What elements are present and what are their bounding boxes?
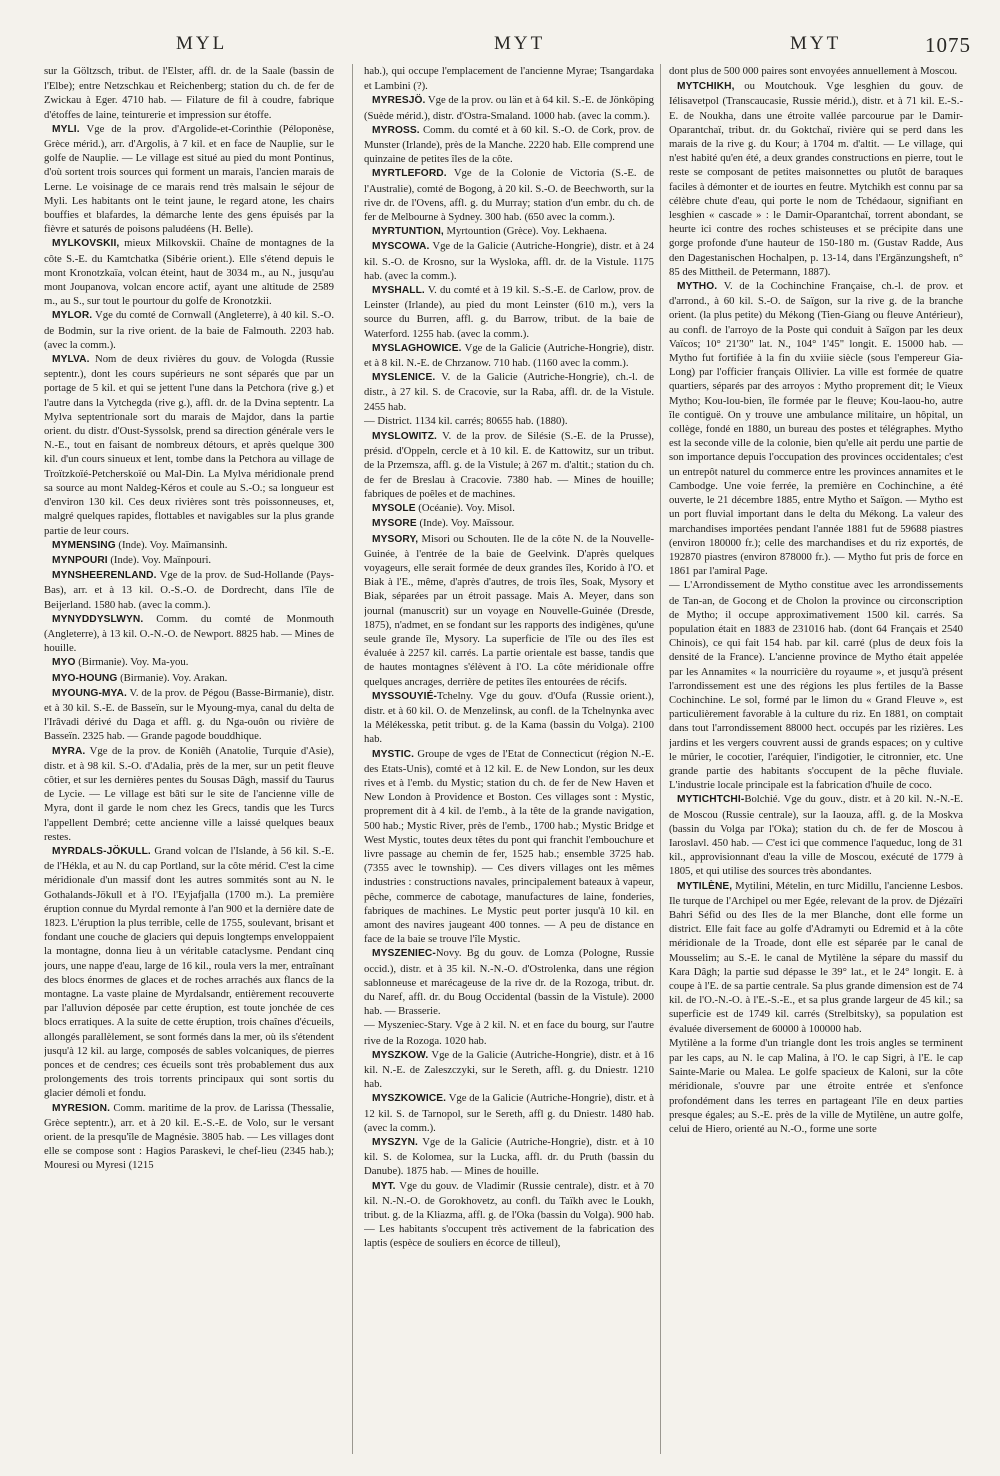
dictionary-entry bbox=[669, 79, 963, 279]
dictionary-entry bbox=[44, 308, 334, 352]
dictionary-entry bbox=[364, 414, 654, 429]
dictionary-entry bbox=[44, 538, 334, 553]
dictionary-entry bbox=[364, 283, 654, 341]
entry-headword: MYOUNG-MYA. bbox=[52, 687, 127, 699]
entry-headword: MYT. bbox=[372, 1180, 396, 1192]
entry-headword: MYRESJÖ. bbox=[372, 95, 426, 107]
entry-text: V. de la prov. de Pégou (Basse-Birmanie), distr. et à 30 kil. S.-E. de Basseïn, sur le Myoung-mya, canal du delta de l'Irâvadi dérivé du Daga et affl. g. du Nga-ouôn ou rivière de Basseïn. 2325 hab. — Grande pagode bouddhique. bbox=[44, 686, 334, 743]
dictionary-entry bbox=[364, 1091, 654, 1135]
dictionary-entry bbox=[364, 239, 654, 283]
entry-text: Vge du comté de Cornwall (Angleterre), à 40 kil. S.-O. de Bodmin, sur la rive orient. de la baie de Falmouth. 2203 hab. (avec la comm.). bbox=[44, 309, 334, 351]
entry-text: (Birmanie). Voy. Ma-you. bbox=[75, 656, 189, 669]
entry-text: V. de la Galicie (Autriche-Hongrie), ch.-l. de distr., à 27 kil. S. de Cracovie, sur la Raba, affl. dr. de la Vistule. 2455 hab. bbox=[364, 371, 654, 413]
entry-headword: MYRESION. bbox=[52, 1102, 111, 1114]
entry-headword: MYLI. bbox=[52, 123, 80, 135]
entry-headword: MYTHO. bbox=[677, 281, 718, 293]
entry-text: sur la Göltzsch, tribut. de l'Elster, affl. dr. de la Saale (bassin de l'Elbe); entre Netzschkau et Reichenberg; station du ch. de fer de Zwickau à Eger. 4710 hab. — Filature de fil à coudre, fabrique d'étoffes de laine, teinturerie et impression sur étoffe. bbox=[44, 65, 334, 121]
entry-text: Comm. du comté et à 60 kil. S.-O. de Cork, prov. de Munster (Irlande), près de la Manche. 2220 hab. Elle comprend une quinzaine de petites îles de la côte. bbox=[364, 123, 654, 166]
header-right-guide-word: MYT bbox=[790, 33, 842, 54]
entry-headword: MYSORY, bbox=[372, 533, 419, 545]
entry-text: V. de la prov. de Silésie (S.-E. de la Prusse), présid. d'Oppeln, cercle et à 10 kil. E. de Kattowitz, sur un tribut. de la Przemsza, affl. g. de la Vistule; à 267 m. d'altit.; station du ch. de fer de Breslau à Cracovie. 7380 hab. — Mines de houille; fabriques de poêles et de machines. bbox=[364, 430, 654, 500]
entry-text: V. de la Cochinchine Française, ch.-l. de prov. et d'arrond., à 60 kil. S.-O. de Saïgon, sur la rive g. de la branche orient. (la plus petite) du Mékong (Tien-Giang ou fleuve Antérieur), au confl. de l'arroyo de la Poste qui conduit à Saïgon par les deux Vaïcos; 10° 21'30" lat. N., 104° 1'45" longit. E. 15000 hab. — Mytho fut fortifiée à la fin du xviiie siècle (sous l'empereur Gia-Long) par l'officier français Ollivier. La ville est formée de quatre quartiers, séparés par des arroyos : Mytho proprement dit; le Vieux Mytho; Kou-lou-bien, île formée par le fleuve; Kou-laou-ho, autre île contiguë. On y trouve une ambulance militaire, un hôpital, un collège, fondé en 1880, un bureau des postes et télégraphes. Mytho est la seconde ville de la colonie, bien qu'elle ait perdu une partie de son importance depuis l'occupation des provinces occidentales; c'est un entrepôt naturel du commerce entre les provinces annamites et le Cambodge. Une voie ferrée, la première en Cochinchine, a été ouverte, le 21 décembre 1885, entre Mytho et Saïgon. — Mytho est un port fluvial important dans le delta du Mékong. La valeur des marchandises importées pendant l'année 1881 fut de 59688 piastres (environ 180000 fr.); celle des marchandises et du riz exportés, de 192870 piastres (environ 878000 fr.). — Mytho fut pris de force en 1861 par l'amiral Page. bbox=[669, 280, 963, 578]
entry-headword: MYNYDDYSLWYN. bbox=[52, 613, 144, 625]
dictionary-entry bbox=[364, 429, 654, 501]
entry-headword: MYSZENIEC- bbox=[372, 948, 436, 960]
dictionary-entry bbox=[364, 689, 654, 747]
entry-text: Vge de la Galicie (Autriche-Hongrie), distr. et à 12 kil. S. de Tarnopol, sur le Sereth, affl g. du Dniestr. 1480 hab. (avec la comm.). bbox=[364, 1092, 654, 1134]
entry-headword: MYSLENICE. bbox=[372, 372, 436, 384]
entry-text: Vge du gouv. de Vladimir (Russie centrale), distr. et à 70 kil. N.-N.-O. de Gorokhovetz, au confl. du Taïkh avec le Loukh, tribut. g. de la Kliazma, affl. g. de l'Oka (bassin du Volga). 900 hab. — Les habitants s'occupent très activement de la fabrication des laptis (espèce de souliers en écorce de tilleul), bbox=[364, 1179, 654, 1250]
entry-text: Mytilini, Mételin, en turc Midillu, l'ancienne Lesbos. Ile turque de l'Archipel ou mer Egée, relevant de la prov. de Djézaïri Bahri Séfid ou des Iles de la mer Blanche, dont elle forme un district. Elle fait face au golfe d'Adramyti ou Edremid et à la côte méridionale de la Troade, dont elle est séparée par le canal de Mousselim; au S.-E. le canal de Mytilène la sépare du massif du Kara Dâgh; la partie sud dépasse le 39° lat., et le 24° longit. E. à coupe à l'E. de sa partie centrale. Sa plus grande dimension est de 74 kil. de l'O.-N.-O. à l'E.-S.-E., et sa plus grande largeur de 45 kil.; sa superficie est de 1749 kil. carrés (Strelbitsky), sa population est évaluée diversement de 60000 à 100000 hab. bbox=[669, 879, 963, 1035]
entry-headword: MYTICHTCHI- bbox=[677, 794, 745, 806]
entry-headword: MYSOLE bbox=[372, 503, 416, 515]
entry-headword: MYMENSING bbox=[52, 539, 116, 551]
text-column-3 bbox=[669, 64, 963, 1454]
dictionary-entry bbox=[364, 93, 654, 122]
page-number: 1075 bbox=[925, 33, 971, 57]
entry-headword: MYRDALS-JÖKULL. bbox=[52, 845, 151, 857]
text-column-1 bbox=[44, 64, 334, 1454]
entry-headword: MYSTIC. bbox=[372, 748, 415, 760]
dictionary-entry bbox=[44, 844, 334, 1101]
entry-headword: MYO bbox=[52, 657, 76, 669]
entry-headword: MYLVA. bbox=[52, 354, 90, 366]
entry-text: (Birmanie). Voy. Arakan. bbox=[117, 671, 228, 684]
entry-text: Vge de la prov. d'Argolide-et-Corinthie (Péloponèse, Grèce mérid.), arr. d'Argolis, à 7 kil. et en face de Nauplie, sur le golfe de Nauplie. — Le village est situé au pied du mont Pontinus, d'où sortent trois sources qui forment un marais, l'ancien marais de Lerne. Le voisinage de ce marais rend très malsain le séjour de Myli. Les habitants ont le teint jaune, le regard atone, les chairs bouffies et blafardes, la démarche lente des gens épuisés par la fièvre et saturés de poisons paludéens (H. Belle). bbox=[44, 122, 334, 236]
dictionary-entry bbox=[364, 1018, 654, 1047]
entry-headword: MYSSOUYIÉ- bbox=[372, 690, 437, 702]
entry-headword: MYNPOURI bbox=[52, 554, 108, 566]
entry-headword: MYTCHIKH, bbox=[677, 81, 735, 93]
entry-text: — L'Arrondissement de Mytho constitue avec les arrondissements de Tan-an, de Gocong et de Cholon la province ou circonscription de Mytho; il occupe approximativement 1500 kil. carrés. Sa population était en 1883 de 231016 hab. (dont 64 Français et 2540 Chinois), ce qui fait 154 hab. par kil. carré (plus de deux fois la densité de la France). L'ancienne province de Mytho était appelée par les Annamites « la nourricière du royaume », et jusqu'à présent l'arrondissement est une des régions les plus fertiles de la Basse Cochinchine. Le sol, formé par le limon du « Grand Fleuve », est particulièrement favorable à la culture du riz. En 1881, on comptait dans tout l'arrondissement 88000 hect. occupés par les rizières. Les jardins et les vergers couvrent aussi de grands espaces; on y cultive le mûrier, le cocotier, l'aréquier, l'indigotier, le citronnier, etc. Une grande partie des habitants s'occupent de la pêche fluviale. L'industrie locale principale est la fabrication d'huile de coco. bbox=[669, 579, 963, 792]
entry-text: — District. 1134 kil. carrés; 80655 hab. (1880). bbox=[364, 414, 568, 427]
header-left-guide-word: MYL bbox=[176, 33, 228, 54]
entry-text: Vge de la Colonie de Victoria (S.-E. de l'Australie), comté de Bogong, à 20 kil. S.-O. de Beechworth, sur la rive dr. de l'Ovens, affl. g. du Murray; station d'un embr. du ch. de fer de Melbourne à Sydney. 300 hab. (650 avec la comm.). bbox=[364, 167, 654, 224]
entry-text: Bolchié. Vge du gouv., distr. et à 20 kil. N.-N.-E. de Moscou (Russie centrale), sur la Iaouza, affl. g. de la Moskva (bassin du Volga par l'Oka); station du ch. de fer de Moscou à Iaroslavl. 450 hab. — C'est ici que commence l'aqueduc, long de 31 kil., approvisionnant d'eau la ville de Moscou, exécuté de 1779 à 1805, et qui utilise des sources très abondantes. bbox=[669, 793, 963, 878]
entry-headword: MYLKOVSKII, bbox=[52, 238, 120, 250]
entry-text: Vge de la prov. de Koniêh (Anatolie, Turquie d'Asie), distr. et à 98 kil. S.-O. d'Adalia, près de la mer, sur un petit fleuve côtier, et sur les dernières pentes du Sousas Dâgh, massif du Taurus de Lycie. — Le village est bâti sur le site de l'ancienne ville de Myra, dont il garde le nom chez les Grecs, tandis que les Turcs l'appellent Dembré; cette ancienne ville a laissé quelques beaux restes. bbox=[44, 744, 334, 843]
dictionary-entry bbox=[364, 64, 654, 93]
column-divider bbox=[660, 64, 661, 1454]
dictionary-entry bbox=[44, 686, 334, 744]
entry-text: Vge de la Galicie (Autriche-Hongrie), distr. et à 16 kil. N.-E. de Zaleszczyki, sur le Sereth, affl. g. du Dniestr. 1210 hab. bbox=[364, 1048, 654, 1091]
dictionary-entry bbox=[44, 1101, 334, 1173]
dictionary-entry bbox=[44, 64, 334, 122]
dictionary-entry bbox=[364, 747, 654, 947]
entry-text: Groupe de vges de l'Etat de Connecticut (région N.-E. des Etats-Unis), comté et à 12 kil. E. de New London, sur les deux rives et à l'emb. du Mystic; station du ch. de fer de New Haven et New London à Providence et Boston. Ces villages sont : Mystic, proprement dit à 4 kil. de l'emb., à la tête de la grande navigation, 500 hab.; Mystic River, près de l'emb., 1700 hab.; Mystic Bridge et West Mystic, toutes deux têtes du pont qui franchit l'embouchure et livre passage au chemin de fer, 1525 hab.; ensemble 3725 hab. (7355 avec le township). — Ces divers villages ont les mêmes industries : constructions navales, principalement bateaux à vapeur, pêche, commerce de cabotage, manufactures de laine, fonderies, fabriques de machines. Le Mystic peut porter jusqu'à 10 kil. en amont des navires jaugeant 400 tonnes. — A peu de distance en face de la baie se trouve l'île Mystic. bbox=[364, 747, 654, 946]
entry-headword: MYSHALL. bbox=[372, 285, 425, 297]
dictionary-entry bbox=[44, 122, 334, 237]
entry-headword: MYSZKOWICE. bbox=[372, 1093, 447, 1105]
entry-text: Comm. maritime de la prov. de Larissa (Thessalie, Grèce septentr.), arr. et à 20 kil. E.-S.-E. de Volo, sur le versant orient. de la presqu'île de Magnésie. 3805 hab. — Les villages dont elle se compose sont : Hagios Paraskevi, le chef-lieu (2345 hab.); Mouresi ou Myresi (1215 bbox=[44, 1101, 334, 1172]
entry-headword: MYSZKOW. bbox=[372, 1049, 429, 1061]
entry-text: Novy. Bg du gouv. de Lomza (Pologne, Russie occid.), distr. et à 35 kil. N.-N.-O. d'Ostrolenka, dans une région sablonneuse et marécageuse de la rive dr. de la Rozoga, tribut. dr. du Naref, affl. dr. du Boug Occidental (bassin de la Vistule). 2000 hab. — Brasserie. bbox=[364, 947, 654, 1018]
entry-text: V. du comté et à 19 kil. S.-S.-E. de Carlow, prov. de Leinster (Irlande), au pied du mont Leinster (610 m.), vers la source du Burren, affl. g. du Barrow, tribut. de la baie de Waterford. 1255 hab. (avec la comm.). bbox=[364, 284, 654, 340]
entry-text: Vge de la prov. de Sud-Hollande (Pays-Bas), arr. et à 13 kil. O.-S.-O. de Dordrecht, dans l'île de Beijerland. 1580 hab. (avec la comm.). bbox=[44, 569, 334, 611]
dictionary-entry bbox=[44, 671, 334, 686]
entry-headword: MYSLOWITZ. bbox=[372, 431, 437, 443]
dictionary-entry bbox=[364, 341, 654, 370]
entry-headword: MYRA. bbox=[52, 745, 86, 757]
dictionary-entry bbox=[364, 1179, 654, 1251]
dictionary-entry bbox=[44, 568, 334, 612]
dictionary-entry bbox=[364, 123, 654, 167]
entry-headword: MYO-HOUNG bbox=[52, 672, 118, 684]
dictionary-entry bbox=[44, 553, 334, 568]
entry-text: Nom de deux rivières du gouv. de Vologda (Russie septentr.), dont les cours supérieurs ne sont séparés que par un portage de 5 kil. et qui se jettent l'une dans la Petchora (rive g.) et l'autre dans la Vytchegda (rive g.), affl. dr. de la Dvina septentr. La Mylva septentrionale sort du marais de Majdor, dans la partie orient. du distr. d'Oust-Syssolsk, prend sa direction générale vers le N.-E., tout en faisant de nombreux détours, et après quelque 300 kil. d'un cours sinueux et lent, tombe dans la Petchora au village de Troïtzkoïé-Petcherskoïé ou Mal-Din. La Mylva méridionale prend sa source au mont Naldeg-Kéros et coule au S.-O.; sa longueur est d'environ 130 kil. Ces deux rivières sont très poissonneuses, et, malgré quelques rapides, flottables et navigables sur la plus grande partie de leur cours. bbox=[44, 353, 334, 537]
entry-text: mieux Milkovskii. Chaîne de montagnes de la côte S.-E. du Kamtchatka (Sibérie orient.). Elle s'étend depuis le mont Kronotzkaïa, volcan éteint, haut de 3034 m., au N., jusqu'au mont Joupanova, volcan encore actif, ayant une altitude de 2589 m., au S., sur tout le pourtour du golfe de Kronotzkii. bbox=[44, 237, 334, 308]
entry-text: Comm. du comté de Monmouth (Angleterre), à 13 kil. O.-N.-O. de Newport. 8825 hab. — Mines de houille. bbox=[44, 612, 334, 655]
entry-text: Misori ou Schouten. Ile de la côte N. de la Nouvelle-Guinée, à l'entrée de la baie de Geelvink. D'après quelques voyageurs, elle serait formée de deux grandes îles, Korido à l'O. et Biak à l'E., même, d'après d'autres, de trois îles, Soak, Mysory et Biak, séparées par un étroit passage. Mais A. Meyer, dans son journal (manuscrit) sur un voyage en Nouvelle-Guinée (Dresde, 1875), n'admet, en se fondant sur les rapports des indigènes, qu'une seule grande île, Mysory. La superficie de l'île ou des îles est évaluée à 2257 kil. carrés. La partie orientale est basse, tandis que de hautes montagnes s'élèvent à l'O. La côte méridionale offre quelques ancrages, derrière de petites îles entourées de récifs. bbox=[364, 532, 654, 688]
dictionary-entry bbox=[669, 1036, 963, 1136]
entry-headword: MYTILÈNE, bbox=[677, 880, 733, 892]
dictionary-entry bbox=[364, 1135, 654, 1179]
dictionary-entry bbox=[364, 501, 654, 516]
entry-text: Myrtountion (Grèce). Voy. Lekhaena. bbox=[443, 225, 607, 238]
dictionary-entry bbox=[669, 578, 963, 792]
entry-text: — Myszeniec-Stary. Vge à 2 kil. N. et en face du bourg, sur l'autre rive de la Rozoga. 1020 hab. bbox=[364, 1019, 654, 1047]
entry-headword: MYNSHEERENLAND. bbox=[52, 570, 157, 582]
dictionary-entry bbox=[364, 532, 654, 689]
dictionary-entry bbox=[669, 792, 963, 878]
entry-headword: MYSLAGHOWICE. bbox=[372, 342, 462, 354]
entry-text: hab.), qui occupe l'emplacement de l'ancienne Myrae; Tsangardaka et Lambini (?). bbox=[364, 65, 654, 93]
dictionary-entry bbox=[364, 1048, 654, 1092]
entry-text: (Océanie). Voy. Misol. bbox=[415, 502, 515, 515]
entry-headword: MYROSS. bbox=[372, 124, 420, 136]
entry-text: (Inde). Voy. Maïssour. bbox=[416, 517, 515, 530]
dictionary-entry bbox=[669, 279, 963, 578]
dictionary-entry bbox=[44, 352, 334, 538]
entry-headword: MYLOR. bbox=[52, 310, 93, 322]
dictionary-entry bbox=[669, 64, 963, 79]
entry-text: dont plus de 500 000 paires sont envoyées annuellement à Moscou. bbox=[669, 65, 958, 77]
dictionary-entry bbox=[669, 879, 963, 1036]
entry-text: ou Moutchouk. Vge lesghien du gouv. de Iélisavetpol (Transcaucasie, Russie mérid.), distr. et à 71 kil. E.-S.-E. de Noukha, dans une étroite vallée parcourue par le Damir-Oparantchaï, tribut. dr. du Goktchaï, rivière qui se perd dans les marais de la rive g. du Kour; à 1704 m. d'altit. — Le village, qui n'est habité qu'en été, a deux grandes constructions en pierre, tout le reste se composant de petites maisonnettes ou plutôt de baraques faciles à démonter et de iourtes en feutre. Mytchikh est connu par sa célèbre chute d'eau, qui porte le nom de Tchédaour, signifiant en lesghien « cascade » : le Damir-Oparantchaï, torrent abondant, se heurte ici contre des roches schisteuses et se précipite dans une gorge profonde d'une hauteur de 150-180 m. (Gustav Radde, Aus den Dagestanischen Hochalpen, p. 13-14, dans l'Ergänzungsheft, n° 85 des Mittheil. de Petermann, 1887). bbox=[669, 80, 963, 278]
column-divider bbox=[352, 64, 353, 1454]
entry-headword: MYSORE bbox=[372, 518, 417, 530]
entry-text: (Inde). Voy. Maïmansinh. bbox=[115, 538, 228, 551]
dictionary-entry bbox=[44, 744, 334, 844]
entry-headword: MYSCOWA. bbox=[372, 241, 430, 253]
dictionary-entry bbox=[364, 946, 654, 1018]
dictionary-entry bbox=[364, 166, 654, 224]
entry-text: Grand volcan de l'Islande, à 56 kil. S.-E. de l'Hékla, et au N. du cap Portland, sur la côte mérid. C'est la cime méridionale d'un massif dont les autres sommités sont au N. le Gothalands-Jökull et à l'O. l'Eyjafjalla (1700 m.). La première éruption connue du Myrdal remonte à l'an 900 et la dernière date de 1823. L'éruption la plus terrible, celle de 1755, soulevant, brisant et fondant une couche de glaciers qui depuis longtemps enveloppaient la montagne, donna lieu à un véritable cataclysme. Pendant cinq jours, une nappe d'eau, large de 16 kil., roula vers la mer, entraînant des blocs énormes de glaces et de roches arrachés aux flancs de la montagne. La vaste plaine de Myrdalsandr, entièrement recouverte par l'alluvion déposée par cette éruption, est toute jonchée de ces blocs erratiques. A la suite de cette éruption, trois chaînes d'écueils, allongés parallèlement, se sont formés dans la mer, où ils s'étendent jusqu'à 12 kil. au large, composés de sables volcaniques, de pierres ponces et de cendres; ces écueils sont très probablement dus aux prolongements des trois torrents principaux qui sont sortis du glacier démoli et fondu. bbox=[44, 844, 334, 1100]
entry-text: Mytilène a la forme d'un triangle dont les trois angles se terminent par les caps, au N. le cap Malina, à l'O. le cap Sigri, à l'E. le cap Sainte-Marie ou Malea. Le golfe spacieux de Kaloni, sur la côte méridionale, s'ouvre par une étroite entrée et s'enfonce profondément dans les terres en partageant l'île en deux parties presque égales; au S.-E. près de la ville de Mytilène, un autre golfe, celui de Hiero, orienté au N.-O., forme une sorte bbox=[669, 1036, 963, 1136]
dictionary-entry bbox=[44, 655, 334, 670]
dictionary-entry bbox=[44, 612, 334, 656]
header-center-guide-word: MYT bbox=[494, 33, 546, 54]
entry-text: Vge de la Galicie (Autriche-Hongrie), distr. et à 8 kil. N.-E. de Chrzanow. 710 hab. (1160 avec la comm.). bbox=[364, 341, 654, 370]
dictionary-entry bbox=[44, 236, 334, 308]
running-header bbox=[0, 33, 1000, 61]
dictionary-entry bbox=[364, 516, 654, 531]
entry-headword: MYSZYN. bbox=[372, 1137, 418, 1149]
entry-text: Vge de la prov. ou län et à 64 kil. S.-E. de Jönköping (Suède mérid.), distr. d'Ostra-Smaland. 1000 hab. (avec la comm.). bbox=[364, 94, 654, 122]
dictionary-entry bbox=[364, 370, 654, 414]
text-column-2 bbox=[364, 64, 654, 1454]
entry-text: Vge de la Galicie (Autriche-Hongrie), distr. et à 10 kil. S. de Kolomea, sur la Lucka, affl. dr. du Pruth (bassin du Danube). 1875 hab. — Mines de houille. bbox=[364, 1136, 654, 1178]
entry-text: Vge de la Galicie (Autriche-Hongrie), distr. et à 24 kil. S.-O. de Krosno, sur la Wysloka, affl. dr. de la Vistule. 1175 hab. (avec la comm.). bbox=[364, 240, 654, 282]
entry-headword: MYRTUNTION, bbox=[372, 226, 444, 238]
dictionary-entry bbox=[364, 224, 654, 239]
entry-headword: MYRTLEFORD. bbox=[372, 168, 447, 180]
entry-text: (Inde). Voy. Maïnpouri. bbox=[107, 553, 212, 566]
entry-text: Tchelny. Vge du gouv. d'Oufa (Russie orient.), distr. et à 60 kil. O. de Menzelinsk, au confl. de la Tchelnynka avec la Mélékesska, petit tribut. g. de la Kama (bassin du Volga). 2100 hab. bbox=[364, 689, 654, 746]
